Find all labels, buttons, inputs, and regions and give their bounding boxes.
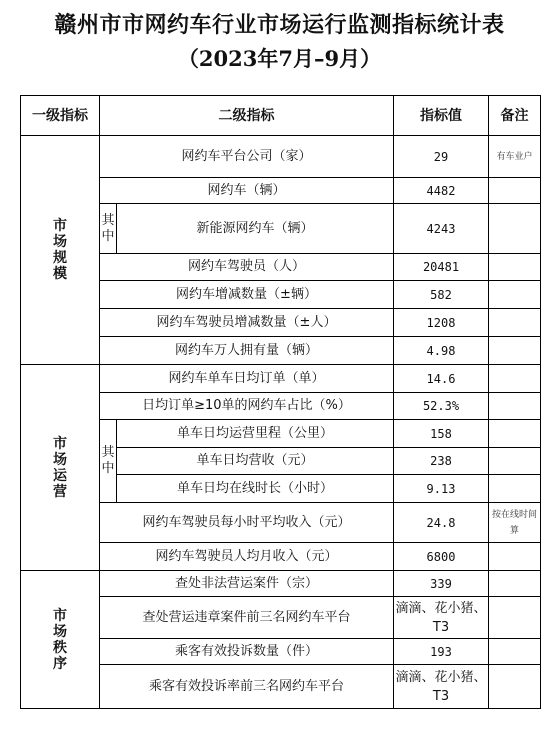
- header-value: 指标值: [394, 96, 489, 136]
- qizhong-label: 其中: [101, 445, 115, 476]
- row-note: [489, 365, 541, 393]
- row-label: 网约车平台公司（家）: [100, 136, 394, 178]
- row-note: [489, 665, 541, 709]
- row-label: 新能源网约车（辆）: [117, 204, 394, 254]
- group-scale-label: 市场规模: [53, 218, 67, 282]
- row-value: 238: [394, 448, 489, 475]
- group-order-cell: [21, 571, 100, 709]
- header-level2: 二级指标: [100, 96, 394, 136]
- row-value: 193: [394, 639, 489, 665]
- page-subtitle: （2023年7月–9月）: [177, 46, 382, 71]
- row-note: 按在线时间算: [489, 503, 541, 543]
- row-note: [489, 309, 541, 337]
- row-label: 日均订单≥10单的网约车占比（%）: [100, 393, 394, 420]
- qizhong-label: 其中: [101, 212, 115, 244]
- row-label: 网约车驾驶员每小时平均收入（元）: [100, 503, 394, 543]
- row-value: 滴滴、花小猪、T3: [394, 597, 489, 639]
- qizhong-cell: [100, 204, 117, 254]
- table-header-row: [21, 96, 541, 136]
- row-note: [489, 448, 541, 475]
- row-label: 查处非法营运案件（宗）: [100, 571, 394, 597]
- header-level1: 一级指标: [21, 96, 100, 136]
- row-note: [489, 597, 541, 639]
- row-note: [489, 543, 541, 571]
- row-label: 网约车（辆）: [100, 178, 394, 204]
- row-value: 4482: [394, 178, 489, 204]
- row-note: 有车业户: [489, 136, 541, 178]
- row-label: 网约车驾驶员人均月收入（元）: [100, 543, 394, 571]
- row-label: 单车日均在线时长（小时）: [117, 475, 394, 503]
- row-label: 单车日均营收（元）: [117, 448, 394, 475]
- row-value: 滴滴、花小猪、T3: [394, 665, 489, 709]
- row-note: [489, 281, 541, 309]
- row-note: [489, 571, 541, 597]
- row-label: 乘客有效投诉数量（件）: [100, 639, 394, 665]
- row-note: [489, 178, 541, 204]
- header-note: 备注: [489, 96, 541, 136]
- row-value: 582: [394, 281, 489, 309]
- row-label: 查处营运违章案件前三名网约车平台: [100, 597, 394, 639]
- row-note: [489, 639, 541, 665]
- row-note: [489, 204, 541, 254]
- row-value: 4243: [394, 204, 489, 254]
- row-value: 52.3%: [394, 393, 489, 420]
- row-value: 24.8: [394, 503, 489, 543]
- group-scale-cell: [21, 136, 100, 365]
- row-value: 1208: [394, 309, 489, 337]
- row-value: 158: [394, 420, 489, 448]
- row-value: 29: [394, 136, 489, 178]
- row-note: [489, 254, 541, 281]
- table-row: [21, 365, 541, 393]
- row-value: 20481: [394, 254, 489, 281]
- row-value: 14.6: [394, 365, 489, 393]
- group-operation-cell: [21, 365, 100, 571]
- group-order-label: 市场秩序: [53, 607, 67, 672]
- row-note: [489, 475, 541, 503]
- indicator-table: [20, 95, 541, 709]
- row-label: 网约车驾驶员（人）: [100, 254, 394, 281]
- row-value: 6800: [394, 543, 489, 571]
- qizhong-cell: [100, 420, 117, 503]
- row-note: [489, 393, 541, 420]
- page-title: 赣州市市网约车行业市场运行监测指标统计表: [54, 12, 505, 38]
- row-value: 9.13: [394, 475, 489, 503]
- table-row: [21, 571, 541, 597]
- row-label: 单车日均运营里程（公里）: [117, 420, 394, 448]
- row-value: 4.98: [394, 337, 489, 365]
- row-label: 网约车驾驶员增减数量（±人）: [100, 309, 394, 337]
- table-row: [21, 136, 541, 178]
- row-label: 乘客有效投诉率前三名网约车平台: [100, 665, 394, 709]
- row-label: 网约车增减数量（±辆）: [100, 281, 394, 309]
- group-operation-label: 市场运营: [53, 435, 67, 500]
- row-value: 339: [394, 571, 489, 597]
- row-label: 网约车单车日均订单（单）: [100, 365, 394, 393]
- row-label: 网约车万人拥有量（辆）: [100, 337, 394, 365]
- row-note: [489, 337, 541, 365]
- row-note: [489, 420, 541, 448]
